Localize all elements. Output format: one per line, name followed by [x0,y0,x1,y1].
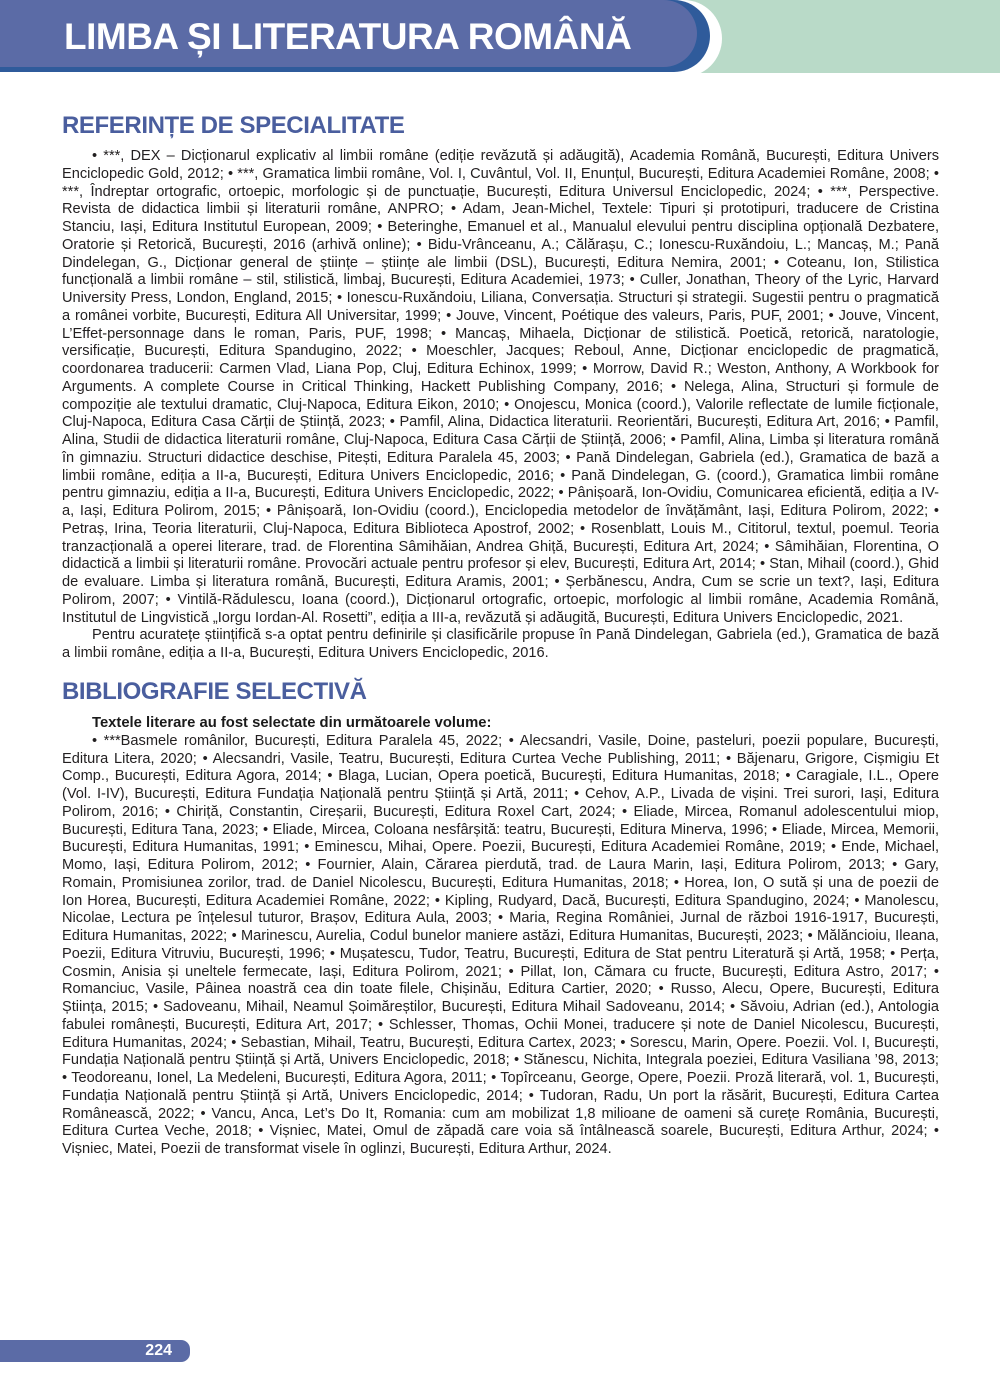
chapter-title: LIMBA ȘI LITERATURA ROMÂNĂ [64,16,632,57]
page-number-tab: 224 [0,1340,190,1362]
bibliography-intro: Textele literare au fost selectate din următoarele volume: [92,714,492,731]
references-paragraph: • ***, DEX – Dicționarul explicativ al limbii române (ediție revăzută și adăugită), Academia Română, București, Editura Univers Enciclopedic Gold, 2012; • ***, Gramatica limbii române, Vol. I, Cuvântul, Vol. II, Enunțul, București, Editura Academiei Române, 2008; • ***, Îndreptar ortografic, ortoepic, morfologic și de punctuație, București, Editura Universul Enciclopedic, 2024; • ***, Perspective. Revista de didactica limbii și literaturii române, ANPRO; • Adam, Jean-Michel, Textele: Tipuri și prototipuri, traducere de Cristina Stanciu, Iași, Editura Institutul European, 2009; • Beteringhe, Emanuel et al., Manualul elevului pentru disciplina opțională Dezbatere, Oratorie și Retorică, București, 2016 (arhivă online); • Bidu-Vrânceanu, A.; Călărașu, C.; Ionescu-Ruxăndoiu, L.; Mancaș, M.; Pană Dindelegan, G., Dicționar general de științe – științe ale limbii (DSL), București, Editura Nemira, 2001; • Coteanu, Ion, Stilistica funcțională a limbii române – stil, stilistică, limbaj, București, Editura Academiei, 1973; • Culler, Jonathan, Theory of the Lyric, Harvard University Press, London, England, 2015; • Ionescu-Ruxăndoiu, Liliana, Conversația. Structuri și strategii. Sugestii pentru o pragmatică a românei vorbite, București, Editura All Universitar, 1999; • Jouve, Vincent, Poétique des valeurs, Paris, PUF, 2001; • Jouve, Vincent, L’Effet-personnage dans le roman, Paris, PUF, 1998; • Mancaș, Mihaela, Dicționar de stilistică. Poetică, retorică, naratologie, versificație, București, Editura Spandugino, 2022; • Moeschler, Jacques; Reboul, Anne, Dicționar enciclopedic de pragmatică, coordonarea traducerii: Carmen Vlad, Liana Pop, Cluj, Editura Echinox, 1999; • Morrow, David R.; Weston, Anthony, A Workbook for Arguments. A complete Course in Critical Thinking, Hackett Publishing Company, 2016; • Nelega, Alina, Structuri și formule de compoziție ale textului dramatic, Cluj-Napoca, Editura Eikon, 2010; • Onojescu, Monica (coord.), Valorile reflectate de lumile ficționale, Cluj-Napoca, Editura Casa Cărții de Știință, 2023; • Pamfil, Alina, Didactica literaturii. Reorientări, București, Editura Art, 2016; • Pamfil, Alina, Studii de didactica literaturii române, Cluj-Napoca, Editura Casa Cărții de Știință, 2006; • Pamfil, Alina, Limba și literatura română în gimnaziu. Structuri didactice deschise, Pitești, Editura Paralela 45, 2003; • Pană Dindelegan, Gabriela (ed.), Gramatica de bază a limbii române, ediția a II-a, București, Editura Univers Enciclopedic, 2016; • Pană Dindelegan, G. (coord.), Gramatica limbii române pentru gimnaziu, ediția a II-a, București, Editura Univers Enciclopedic, 2022; • Pânișoară, Ion-Ovidiu, Comunicarea eficientă, ediția a IV-a, Iași, Editura Polirom, 2015; • Pânișoară, Ion-Ovidiu (coord.), Enciclopedia metodelor de învățământ, Iași, Editura Polirom, 2022; • Petraș, Irina, Teoria literaturii, Cluj-Napoca, Editura Biblioteca Apostrof, 2002; • Rosenblatt, Louis M., Cititorul, textul, poemul. Teoria tranzacțională a operei literare, trad. de Florentina Sâmihăian, Andrea Ghiță, București, Editura Art, 2024; • Sâmihăian, Florentina, O didactică a limbii și literaturii române. Provocări actuale pentru profesor și elev, București, Editura Art, 2014; • Stan, Mihail (coord.), Ghid de evaluare. Limba și literatura română, București, Editura Aramis, 2001; • Șerbănescu, Andra, Cum se scrie un text?, Iași, Editura Polirom, 2007; • Vintilă-Rădulescu, Ioana (coord.), Dicționarul ortografic, ortoepic, morfologic al limbii române, Academia Română, Institutul de Lingvistică „Iorgu Iordan-Al. Rosetti”, ediția a III-a, revăzută și adăugită, București, Editura Univers Enciclopedic, 2021. [62,148,939,626]
section-heading-referinte: REFERINȚE DE SPECIALITATE [62,112,405,139]
references-note-paragraph: Pentru acuratețe științifică s-a optat pentru definirile și clasificările propuse în Pană Dindelegan, Gabriela (ed.), Gramatica de bază a limbii române, ediția a II-a, București, Editura Univers Enciclopedic, 2016. [62,627,939,661]
page-content [62,73,939,1159]
section-heading-bibliografie: BIBLIOGRAFIE SELECTIVĂ [62,677,367,705]
bibliography-paragraph: • ***Basmele românilor, București, Editura Paralela 45, 2022; • Alecsandri, Vasile, Doine, pasteluri, poezii populare, București, Editura Litera, 2020; • Alecsandri, Vasile, Teatru, București, Editura Curtea Veche Publishing, 2011; • Băjenaru, Grigore, Cișmigiu Et Comp., București, Editura Agora, 2014; • Blaga, Lucian, Opera poetică, București, Editura Humanitas, 2018; • Caragiale, I.L., Opere (Vol. I-IV), București, Editura Fundația Națională pentru Știință și Artă, 2011; • Cehov, A.P., Livada de vișini. Trei surori, Iași, Editura Polirom, 2016; • Chiriță, Constantin, Cireșarii, București, Editura Roxel Cart, 2024; • Eliade, Mircea, Romanul adolescentului miop, București, Editura Tana, 2023; • Eliade, Mircea, Coloana nesfârșită: teatru, București, Editura Minerva, 1996; • Eliade, Mircea, Memorii, București, Editura Humanitas, 1991; • Eminescu, Mihai, Opere. Poezii, București, Editura Academiei Române, 2019; • Ende, Michael, Momo, Iași, Editura Polirom, 2012; • Fournier, Alain, Cărarea pierdută, trad. de Laura Marin, Iași, Editura Polirom, 2013; • Gary, Romain, Promisiunea zorilor, trad. de Daniel Nicolescu, București, Editura Humanitas, 2018; • Horea, Ion, O sută și una de poezii de Ion Horea, București, Editura Academiei Române, 2022; • Kipling, Rudyard, Dacă, București, Editura Spandugino, 2024; • Manolescu, Nicolae, Lectura pe înțelesul tuturor, Brașov, Editura Aula, 2003; • Maria, Regina României, Jurnal de război 1916-1917, București, Editura Humanitas, 2022; • Marinescu, Aurelia, Codul bunelor maniere astăzi, Editura Humanitas, București, 2023; • Mălăncioiu, Ileana, Poezii, Editura Vitruviu, București, 1996; • Mușatescu, Tudor, Teatru, București, Editura de Stat pentru Literatură și Artă, 1958; • Perța, Cosmin, Anisia și uneltele fermecate, Iași, Editura Polirom, 2021; • Pillat, Ion, Cămara cu fructe, București, Editura Astro, 2017; • Romanciuc, Vasile, Pâinea noastră cea din toate filele, Chișinău, Editura Cartier, 2020; • Russo, Alecu, Opere, București, Editura Știința, 2015; • Sadoveanu, Mihail, Neamul Șoimăreștilor, București, Editura Mihail Sadoveanu, 2014; • Săvoiu, Adrian (ed.), Antologia fabulei românești, București, Editura Art, 2017; • Schlesser, Thomas, Ochii Monei, traducere și note de Daniel Nicolescu, București, Editura Humanitas, 2024; • Sebastian, Mihail, Teatru, București, Editura Cartex, 2023; • Sorescu, Marin, Opere. Poezii. Vol. I, București, Fundația Națională pentru Știință și Artă, Univers Enciclopedic, 2018; • Stănescu, Nichita, Integrala poeziei, Editura Vasiliana ’98, 2013; • Teodoreanu, Ionel, La Medeleni, București, Editura Agora, 2011; • Topîrceanu, George, Opere, Poezii. Proză literară, vol. 1, București, Fundația Națională pentru Știință și Artă, Univers Enciclopedic, 2014; • Tudoran, Radu, Un port la răsărit, București, Editura Cartea Românească, 2022; • Vancu, Anca, Let’s Do It, Romania: cum am mobilizat 1,8 milioane de oameni să curețe România, București, Editura Curtea Veche, 2018; • Vișniec, Matei, Omul de zăpadă care voia să întâlnească soarele, București, Editura Arthur, 2024; • Vișniec, Matei, Poezii de transformat visele în oglinzi, București, Editura Arthur, 2024. [62,732,939,1157]
